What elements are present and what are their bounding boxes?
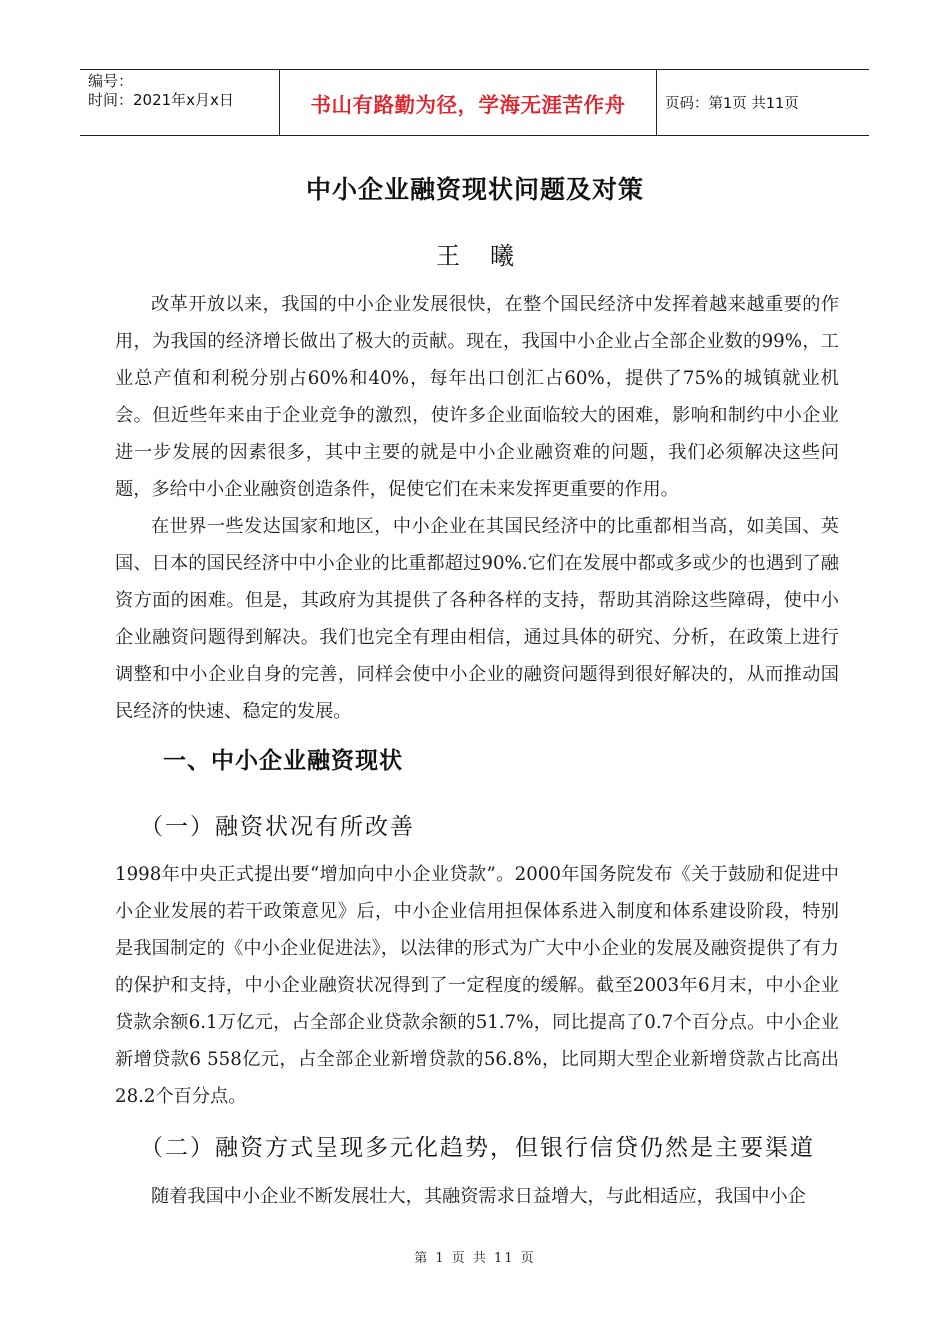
subsection-paragraph-1: 1998年中央正式提出要“增加向中小企业贷款”。2000年国务院发布《关于鼓励和促进中小企业发展的若干政策意见》后，中小企业信用担保体系进入制度和体系建设阶段，特别是我国制定的《中小企业促进法》，以法律的形式为广大中小企业的发展及融资提供了有力的保护和支持，中小企业融资状况得到了一定程度的缓解。截至2003年6月末，中小企业贷款余额6.1万亿元，占全部企业贷款余额的51.7%，同比提高了0.7个百分点。中小企业新增贷款6 558亿元，占全部企业新增贷款的56.8%，比同期大型企业新增贷款占比高出28.2个百分点。 <box>115 864 839 1107</box>
author-name: 王曦 <box>436 242 544 270</box>
page-info: 页码：第1页 共11页 <box>665 96 799 112</box>
intro-paragraph-1: 改革开放以来，我国的中小企业发展很快，在整个国民经济中发挥着越来越重要的作用，为我国的经济增长做出了极大的贡献。现在，我国中小企业占全部企业数的99%，工业总产值和利税分别占60%和40%，每年出口创汇占60%，提供了75%的城镇就业机会。但近些年来由于企业竞争的激烈，使许多企业面临较大的困难，影响和制约中小企业进一步发展的因素很多，其中主要的就是中小企业融资难的问题，我们必须解决这些问题，多给中小企业融资创造条件，促使它们在未来发挥更重要的作用。 <box>115 294 839 500</box>
subsection-paragraph-2: 随着我国中小企业不断发展壮大，其融资需求日益增大，与此相适应，我国中小企 <box>151 1186 806 1207</box>
section-heading: 一、中小企业融资现状 <box>163 748 403 774</box>
page-footer: 第 1 页 共 11 页 <box>414 1251 536 1266</box>
header-meta-cell <box>80 70 280 135</box>
subsection-heading-2: （二）融资方式呈现多元化趋势，但银行信贷仍然是主要渠道 <box>140 1135 815 1161</box>
code-label: 编号： <box>88 72 134 90</box>
motto: 书山有路勤为径，学海无涯苦作舟 <box>310 92 626 117</box>
intro-paragraph-2: 在世界一些发达国家和地区，中小企业在其国民经济中的比重都相当高，如美国、英国、日本的国民经济中中小企业的比重都超过90%.它们在发展中都或多或少的也遇到了融资方面的困难。但是，其政府为其提供了各种各样的支持，帮助其消除这些障碍，使中小企业融资问题得到解决。我们也完全有理由相信，通过具体的研究、分析，在政策上进行调整和中小企业自身的完善，同样会使中小企业的融资问题得到很好解决的，从而推动国民经济的快速、稳定的发展。 <box>115 516 839 722</box>
header-page-cell <box>657 70 869 135</box>
header-table <box>80 69 869 136</box>
date-label: 时间：2021年x月x日 <box>88 91 234 109</box>
header-motto-cell <box>280 70 657 135</box>
subsection-heading-1: （一）融资状况有所改善 <box>140 814 415 840</box>
document-title: 中小企业融资现状问题及对策 <box>305 175 644 204</box>
